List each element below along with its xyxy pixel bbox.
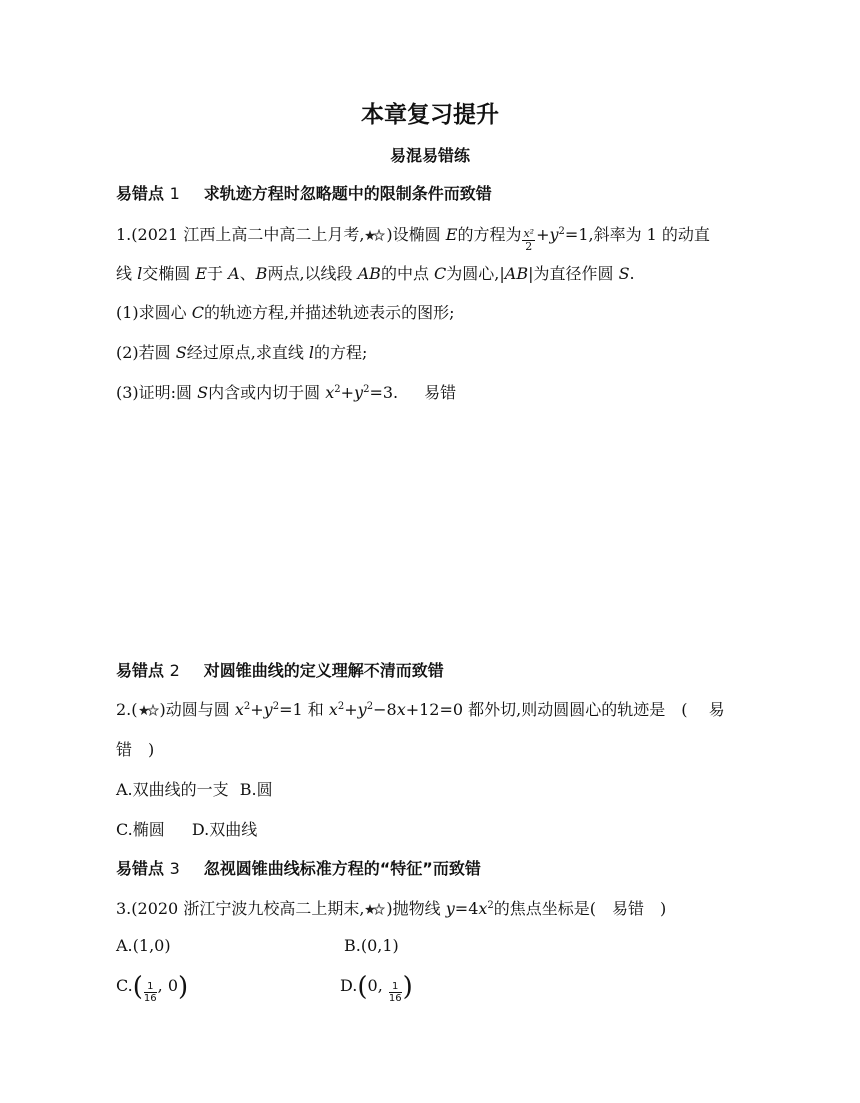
page-subtitle: 易混易错练	[389, 146, 470, 165]
option-c[interactable]: C.椭圆	[116, 820, 165, 839]
question-1-line-2: 线 l交椭圆 E于 A、B两点,以线段 AB的中点 C为圆心,|AB|为直径作圆 S.	[116, 264, 635, 283]
section-heading-2: 易错点 2 对圆锥曲线的定义理解不清而致错	[116, 661, 444, 680]
question-3-line-1: 3.(2020 浙江宁波九校高二上期末, )抛物线 $y=4x^2$的焦点坐标是( 易错 )	[116, 899, 667, 918]
star-rating-icon	[365, 229, 385, 241]
star-rating-icon	[139, 704, 159, 716]
fraction-x2-over-2: $\frac{\text{x²}}{2}$	[523, 227, 535, 253]
question-2-options-row-2	[116, 817, 257, 840]
option-d[interactable]: D.双曲线	[191, 820, 258, 839]
section-label: 易错点	[116, 184, 165, 203]
question-1-part-3: (3)证明:圆 S内含或内切于圆 $x^2+y^2=3$. 易错	[116, 383, 457, 402]
section-heading-3: 易错点 3 忽视圆锥曲线标准方程的“特征”而致错	[116, 859, 481, 878]
section-heading-1	[116, 181, 492, 204]
question-2-line-2: 错 )	[116, 740, 155, 759]
question-2-line-1: 2.( )动圆与圆 $x^2+y^2=1$ 和 $x^2+y^2-8x+12=0$ 都外切,则动圆圆心的轨迹是 ( 易	[116, 700, 725, 719]
page-title: 本章复习提升	[361, 102, 499, 128]
question-1-part-1: (1)求圆心 C的轨迹方程,并描述轨迹表示的图形;	[116, 303, 455, 322]
question-1-part-2: (2)若圆 S经过原点,求直线 l的方程;	[116, 343, 368, 362]
question-3-option-c[interactable]: C.( $\frac{1}{16}$ , 0)	[116, 972, 189, 1004]
question-3-option-b	[344, 936, 399, 955]
option-a[interactable]: A.双曲线的一支	[116, 780, 229, 799]
question-3-option-d[interactable]: D.(0, $\frac{1}{16}$ )	[340, 972, 413, 1004]
section-number: 1	[169, 184, 180, 203]
question-3-options-row-1	[116, 936, 171, 955]
option-b[interactable]: B.(0,1)	[344, 936, 399, 955]
option-b[interactable]: B.圆	[239, 780, 273, 799]
star-rating-icon	[365, 903, 385, 915]
option-a[interactable]: A.(1,0)	[116, 936, 171, 955]
question-2-options-row-1	[116, 777, 273, 800]
question-1-line-1: 1.(2021 江西上高二中高二上月考, )设椭圆 E的方程为 $\frac{\text{x²}}{2}$ $+y^2=1$,斜率为 1 的动直	[116, 225, 710, 253]
section-title: 求轨迹方程时忽略题中的限制条件而致错	[203, 184, 492, 203]
error-prone-badge: 易错	[424, 383, 457, 402]
